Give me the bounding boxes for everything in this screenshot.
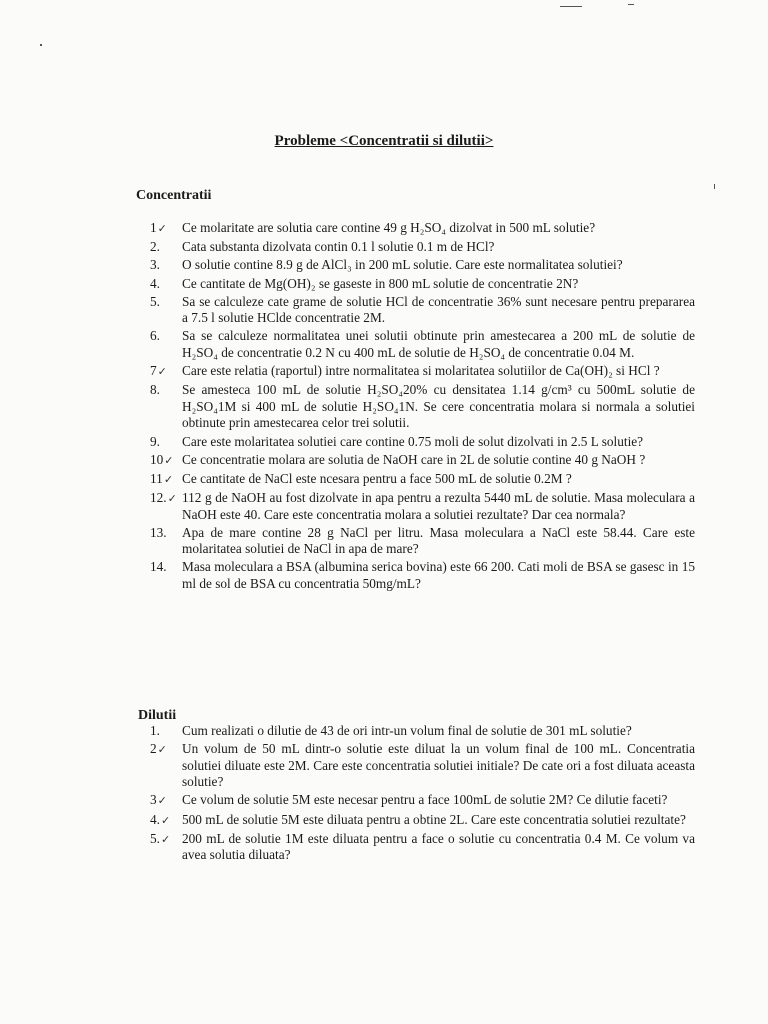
- problem-number-text: 13.: [150, 524, 167, 540]
- problem-number-text: 4.: [150, 275, 160, 291]
- problem-number-text: 8.: [150, 382, 160, 398]
- problem-number: [150, 723, 182, 740]
- problem-item: [150, 294, 695, 327]
- section-heading-dilutii: Dilutii: [138, 708, 177, 723]
- problem-number-text: 4.: [150, 811, 160, 827]
- handwritten-check-icon: ✓: [167, 493, 177, 506]
- problem-number: [150, 471, 182, 489]
- problem-item: [150, 452, 695, 470]
- problem-number: [150, 382, 182, 432]
- problem-number: [150, 831, 182, 864]
- handwritten-check-icon: ✓: [160, 814, 171, 827]
- problem-number: [150, 276, 182, 293]
- problem-item: [150, 239, 695, 256]
- scan-mark: [40, 44, 42, 46]
- problem-text: O solutie contine 8.9 g de AlCl₃ in 200 mL solutie. Care este normalitatea solutiei?: [182, 257, 623, 273]
- problem-item: [150, 328, 695, 361]
- problem-number-text: 5.: [150, 830, 160, 846]
- problem-text: Care este relatia (raportul) intre normalitatea si molaritatea solutiilor de Ca(OH)₂ si HCl ?: [182, 363, 660, 379]
- problem-number: [150, 741, 182, 791]
- problem-number-text: 12.: [150, 490, 167, 506]
- scan-mark: [628, 4, 634, 5]
- problem-text: Cata substanta dizolvata contin 0.1 l solutie 0.1 m de HCl?: [182, 239, 495, 255]
- problem-text: Ce concentratie molara are solutia de NaOH care in 2L de solutie contine 40 g NaOH ?: [182, 451, 646, 467]
- problem-item: [150, 741, 695, 791]
- problem-item: [150, 723, 695, 740]
- problem-number-text: 14.: [150, 559, 167, 575]
- problem-number-text: 1: [150, 220, 157, 235]
- problem-item: [150, 363, 695, 381]
- problem-number-text: 3: [150, 792, 157, 808]
- problem-number: [150, 559, 182, 592]
- dilutii-problem-list: [150, 723, 695, 865]
- handwritten-check-icon: ✓: [164, 454, 174, 467]
- problem-item: [150, 382, 695, 432]
- problem-text: Ce molaritate are solutia care contine 49 g H₂SO₄ dizolvat in 500 mL solutie?: [182, 220, 596, 235]
- problem-text: 200 mL de solutie 1M este diluata pentru a face o solutie cu concentratia 0.4 M. Ce volum va avea solutia diluata?: [182, 830, 695, 863]
- problem-item: [150, 257, 695, 274]
- problem-text: 500 mL de solutie 5M este diluata pentru a obtine 2L. Care este concentratia solutiei rezultate?: [182, 811, 686, 827]
- problem-number-text: 6.: [150, 328, 160, 344]
- page-title: Probleme <Concentratii si dilutii>: [274, 133, 494, 149]
- problem-item: [150, 792, 695, 810]
- problem-number: [150, 220, 182, 238]
- problem-text: Un volum de 50 mL dintr-o solutie este diluat la un volum final de 100 mL. Concentratia solutiei diluate este 2M. Care este concentratia solutiei initiale? De cate ori a fost diluata aceasta solutie?: [182, 741, 695, 790]
- problem-text: Ce cantitate de NaCl este ncesara pentru a face 500 mL de solutie 0.2M ?: [182, 470, 572, 486]
- problem-number-text: 3.: [150, 257, 160, 273]
- problem-item: [150, 434, 695, 451]
- problem-number: [150, 294, 182, 327]
- problem-number-text: 5.: [150, 293, 160, 309]
- problem-text: Sa se calculeze normalitatea unei solutii obtinute prin amestecarea a 200 mL de solutie de H₂SO₄ de concentratie 0.2 N cu 400 mL de solutie de H₂SO₄ de concentratie 0.04 M.: [182, 328, 695, 360]
- problem-number: [150, 525, 182, 558]
- problem-number-text: 9.: [150, 433, 160, 449]
- problem-number-text: 7: [150, 363, 157, 379]
- handwritten-check-icon: ✓: [160, 833, 171, 846]
- problem-item: [150, 831, 695, 864]
- problem-item: [150, 490, 695, 523]
- problem-number: [150, 239, 182, 256]
- handwritten-check-icon: ✓: [163, 473, 174, 486]
- problem-text: Cum realizati o dilutie de 43 de ori intr-un volum final de solutie de 301 mL solutie?: [182, 723, 632, 738]
- problem-item: [150, 220, 695, 238]
- problem-item: [150, 276, 695, 293]
- problem-number: [150, 490, 182, 523]
- section-heading-concentratii: Concentratii: [136, 188, 212, 203]
- problem-number: [150, 257, 182, 274]
- problem-number-text: 11: [150, 470, 163, 486]
- problem-text: Se amesteca 100 mL de solutie H₂SO₄20% cu densitatea 1.14 g/cm³ cu 500mL solutie de H₂SO₄1M si 400 mL de solutie H₂SO₄1N. Se cere concentratia molara si normala a solutiei obtinute prin amestecarea celor trei solutii.: [182, 382, 695, 431]
- problem-number: [150, 792, 182, 810]
- problem-item: [150, 471, 695, 489]
- problem-text: Care este molaritatea solutiei care contine 0.75 moli de solut dizolvati in 2.5 L solutie?: [182, 433, 644, 449]
- problem-number-text: 2.: [150, 239, 160, 255]
- problem-item: [150, 525, 695, 558]
- concentratii-problem-list: [150, 220, 695, 594]
- problem-text: 112 g de NaOH au fost dizolvate in apa pentru a rezulta 5440 mL de solutie. Masa moleculara a NaOH este 40. Care este concentratia molara a solutiei rezultate? Dar cea normala?: [182, 490, 695, 522]
- problem-number: [150, 452, 182, 470]
- problem-number: [150, 363, 182, 381]
- handwritten-check-icon: ✓: [157, 223, 167, 235]
- handwritten-check-icon: ✓: [157, 744, 167, 757]
- problem-item: [150, 812, 695, 830]
- problem-text: Ce volum de solutie 5M este necesar pentru a face 100mL de solutie 2M? Ce dilutie faceti?: [182, 792, 668, 808]
- problem-number: [150, 328, 182, 361]
- problem-text: Ce cantitate de Mg(OH)₂ se gaseste in 800 mL solutie de concentratie 2N?: [182, 275, 579, 291]
- problem-number-text: 2: [150, 741, 157, 757]
- scan-mark: [560, 6, 582, 7]
- handwritten-check-icon: ✓: [157, 795, 167, 808]
- problem-item: [150, 559, 695, 592]
- problem-text: Masa moleculara a BSA (albumina serica bovina) este 66 200. Cati moli de BSA se gasesc in 15 ml de sol de BSA cu concentratia 50mg/mL?: [182, 559, 695, 591]
- scan-mark: [714, 184, 715, 189]
- problem-number: [150, 812, 182, 830]
- problem-text: Sa se calculeze cate grame de solutie HCl de concentratie 36% sunt necesare pentru prepararea a 7.5 l solutie HClde concentratie 2M.: [182, 293, 695, 326]
- problem-number-text: 1.: [150, 723, 160, 738]
- handwritten-check-icon: ✓: [157, 366, 167, 379]
- problem-text: Apa de mare contine 28 g NaCl per litru. Masa moleculara a NaCl este 58.44. Care este molaritatea solutiei de NaCl in apa de mare?: [182, 524, 695, 557]
- problem-number: [150, 434, 182, 451]
- problem-number-text: 10: [150, 451, 164, 467]
